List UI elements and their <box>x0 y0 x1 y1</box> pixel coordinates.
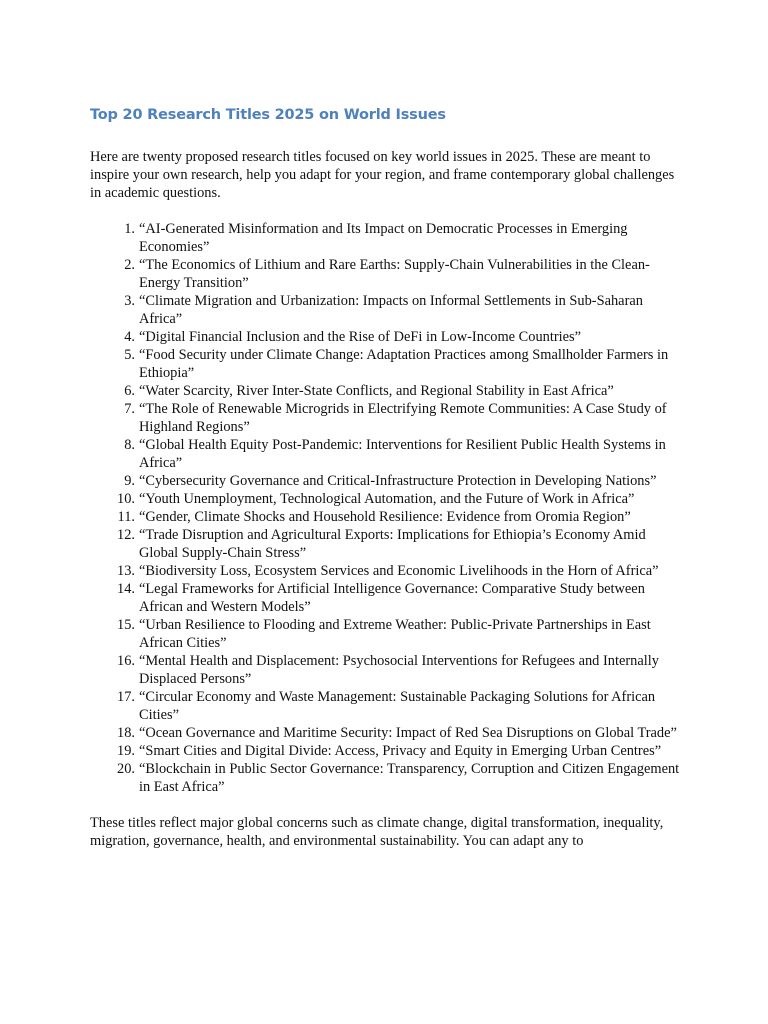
list-item-text: “Digital Financial Inclusion and the Rise of DeFi in Low-Income Countries” <box>139 329 582 345</box>
list-item-text: “Food Security under Climate Change: Adaptation Practices among Smallholder Farmers in Ethiopia” <box>139 347 669 381</box>
list-item-number: 14. <box>117 581 135 597</box>
list-item <box>90 580 682 616</box>
list-item-text: “Gender, Climate Shocks and Household Resilience: Evidence from Oromia Region” <box>139 509 631 525</box>
list-item-number: 15. <box>117 617 135 633</box>
closing-paragraph: These titles reflect major global concerns such as climate change, digital transformation, inequality, migration, governance, health, and environmental sustainability. You can adapt any to <box>90 815 664 849</box>
list-item <box>90 328 682 346</box>
list-item <box>90 742 682 760</box>
list-item-number: 2. <box>124 257 135 273</box>
list-item <box>90 652 682 688</box>
list-item-text: “Youth Unemployment, Technological Automation, and the Future of Work in Africa” <box>139 491 635 507</box>
list-item-text: “Global Health Equity Post-Pandemic: Interventions for Resilient Public Health Systems in Africa” <box>139 437 666 471</box>
list-item-number: 12. <box>117 527 135 543</box>
list-item <box>90 220 682 256</box>
document-title: Top 20 Research Titles 2025 on World Issues <box>90 107 446 123</box>
list-item-number: 7. <box>124 401 135 417</box>
list-item-text: “The Role of Renewable Microgrids in Electrifying Remote Communities: A Case Study of Highland Regions” <box>139 401 667 435</box>
list-item-text: “Biodiversity Loss, Ecosystem Services and Economic Livelihoods in the Horn of Africa” <box>139 563 659 579</box>
list-item <box>90 724 682 742</box>
list-item-number: 11. <box>117 509 135 525</box>
list-item <box>90 616 682 652</box>
list-item-text: “Cybersecurity Governance and Critical-Infrastructure Protection in Developing Nations” <box>139 473 657 489</box>
list-item <box>90 382 682 400</box>
list-item <box>90 490 682 508</box>
list-item-text: “Urban Resilience to Flooding and Extreme Weather: Public-Private Partnerships in East African Cities” <box>139 617 651 651</box>
list-item-text: “Ocean Governance and Maritime Security: Impact of Red Sea Disruptions on Global Trade” <box>139 725 677 741</box>
research-titles-list <box>90 220 682 796</box>
list-item-text: “Trade Disruption and Agricultural Exports: Implications for Ethiopia’s Economy Amid Global Supply-Chain Stress” <box>139 527 646 561</box>
list-item-number: 3. <box>124 293 135 309</box>
list-item-number: 20. <box>117 761 135 777</box>
list-item-number: 9. <box>124 473 135 489</box>
list-item-number: 17. <box>117 689 135 705</box>
list-item <box>90 688 682 724</box>
list-item-number: 16. <box>117 653 135 669</box>
list-item <box>90 346 682 382</box>
list-item-text: “Circular Economy and Waste Management: Sustainable Packaging Solutions for African Cities” <box>139 689 656 723</box>
list-item-number: 13. <box>117 563 135 579</box>
list-item-text: “Mental Health and Displacement: Psychosocial Interventions for Refugees and Internally Displaced Persons” <box>139 653 659 687</box>
list-item-number: 19. <box>117 743 135 759</box>
list-item-number: 10. <box>117 491 135 507</box>
list-item-number: 4. <box>124 329 135 345</box>
list-item <box>90 472 682 490</box>
list-item <box>90 760 682 796</box>
list-item-text: “The Economics of Lithium and Rare Earths: Supply-Chain Vulnerabilities in the Clean-Energy Transition” <box>139 257 650 291</box>
intro-paragraph: Here are twenty proposed research titles focused on key world issues in 2025. These are meant to inspire your own research, help you adapt for your region, and frame contemporary global challenges in academic questions. <box>90 149 675 201</box>
list-item <box>90 256 682 292</box>
list-item-text: “Legal Frameworks for Artificial Intelligence Governance: Comparative Study between African and Western Models” <box>139 581 645 615</box>
list-item-number: 18. <box>117 725 135 741</box>
list-item-text: “Smart Cities and Digital Divide: Access, Privacy and Equity in Emerging Urban Centres” <box>139 743 662 759</box>
list-item <box>90 436 682 472</box>
list-item-text: “AI-Generated Misinformation and Its Impact on Democratic Processes in Emerging Economies” <box>139 221 628 255</box>
list-item-text: “Water Scarcity, River Inter-State Conflicts, and Regional Stability in East Africa” <box>139 383 614 399</box>
document-body <box>90 104 682 850</box>
list-item <box>90 292 682 328</box>
list-item-number: 8. <box>124 437 135 453</box>
list-item <box>90 526 682 562</box>
list-item-number: 6. <box>124 383 135 399</box>
list-item-text: “Climate Migration and Urbanization: Impacts on Informal Settlements in Sub-Saharan Africa” <box>139 293 643 327</box>
list-item-number: 1. <box>124 221 135 237</box>
list-item <box>90 400 682 436</box>
list-item-number: 5. <box>124 347 135 363</box>
list-item <box>90 508 682 526</box>
list-item <box>90 562 682 580</box>
list-item-text: “Blockchain in Public Sector Governance: Transparency, Corruption and Citizen Engagement in East Africa” <box>139 761 680 795</box>
